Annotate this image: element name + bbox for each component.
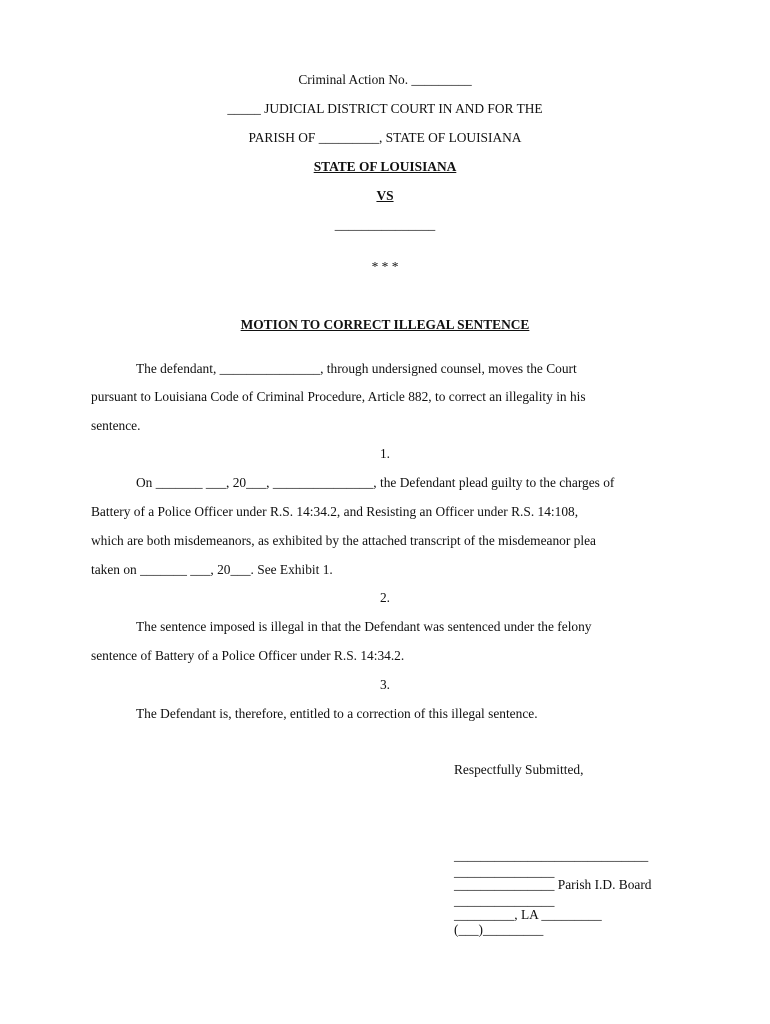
signature-line: _______________ Parish I.D. Board	[454, 877, 652, 892]
motion-title: MOTION TO CORRECT ILLEGAL SENTENCE	[240, 317, 530, 332]
signature-line: _________, LA _________	[454, 907, 602, 922]
intro-line: The defendant, _______________, through undersigned counsel, moves the Court	[136, 361, 577, 376]
paragraph-1-line: which are both misdemeanors, as exhibited by the attached transcript of the misdemeanor plea	[91, 533, 596, 548]
defendant-name-blank: _______________	[334, 217, 436, 232]
versus-label: VS	[376, 188, 394, 203]
intro-line: pursuant to Louisiana Code of Criminal Procedure, Article 882, to correct an illegality in his	[91, 389, 586, 404]
parish-line: PARISH OF _________, STATE OF LOUISIANA	[248, 130, 522, 145]
signature-line: (___)_________	[454, 922, 544, 937]
paragraph-1-line: Battery of a Police Officer under R.S. 14:34.2, and Resisting an Officer under R.S. 14:108,	[91, 504, 579, 519]
court-line: _____ JUDICIAL DISTRICT COURT IN AND FOR THE	[227, 101, 543, 116]
criminal-action-number: Criminal Action No. _________	[298, 72, 472, 87]
paragraph-1-line: On _______ ___, 20___, _______________, the Defendant plead guilty to the charges of	[136, 475, 615, 490]
paragraph-number-3: 3.	[379, 677, 391, 692]
paragraph-2-line: The sentence imposed is illegal in that the Defendant was sentenced under the felony	[136, 619, 592, 634]
signature-line: _____________________________	[454, 848, 649, 863]
intro-line: sentence.	[91, 418, 141, 433]
signature-line: _______________	[454, 864, 555, 879]
paragraph-number-2: 2.	[379, 590, 391, 605]
plaintiff-name: STATE OF LOUISIANA	[313, 159, 457, 174]
section-separator: * * *	[371, 259, 399, 274]
paragraph-number-1: 1.	[379, 446, 391, 461]
paragraph-2-line: sentence of Battery of a Police Officer under R.S. 14:34.2.	[91, 648, 405, 663]
signature-line: _______________	[454, 893, 555, 908]
paragraph-3-line: The Defendant is, therefore, entitled to a correction of this illegal sentence.	[136, 706, 538, 721]
closing-phrase: Respectfully Submitted,	[454, 762, 584, 777]
paragraph-1-line: taken on _______ ___, 20___. See Exhibit 1.	[91, 562, 333, 577]
